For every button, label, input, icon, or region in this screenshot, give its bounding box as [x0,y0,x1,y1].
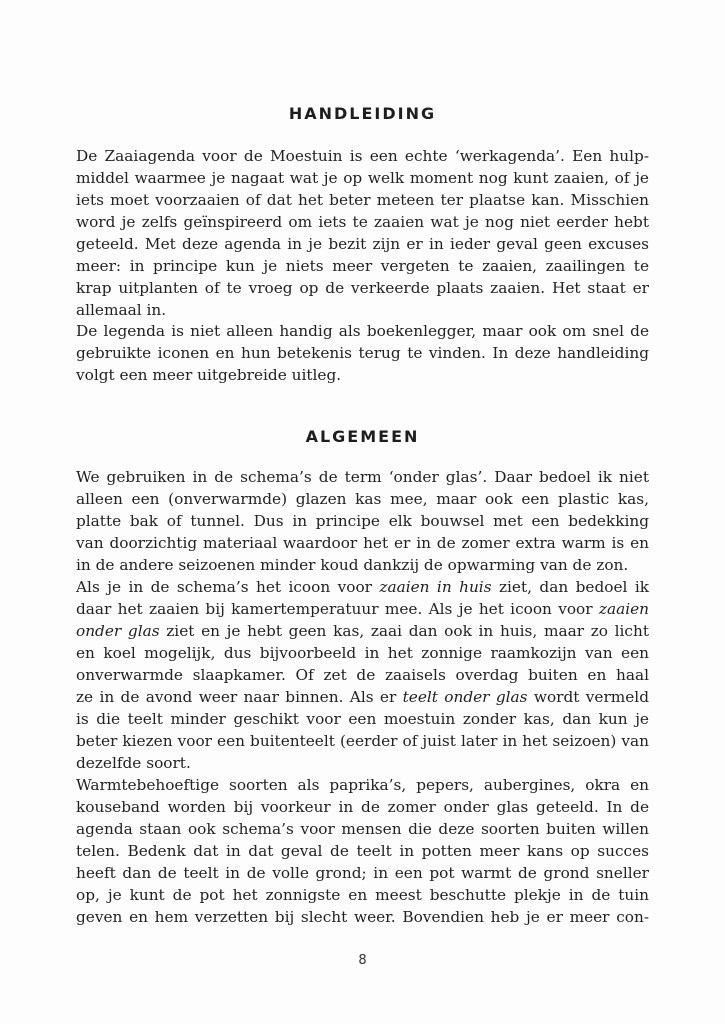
text-line: onverwarmde slaapkamer. Of zet de zaaisels overdag buiten en haal [76,666,649,684]
text-line: Als je in de schema’s het icoon voor zaaien in huis ziet, dan bedoel ik [76,578,649,596]
icon-term-zaaien-in-huis: zaaien in huis [379,578,492,596]
section-title-handleiding: HANDLEIDING [288,104,437,123]
text-line: ze in de avond weer naar binnen. Als er teelt onder glas wordt vermeld [76,688,649,706]
icon-term-teelt-onder-glas: teelt onder glas [402,688,528,706]
page-number: 8 [358,953,367,968]
text-line: gebruikte iconen en hun betekenis terug te vinden. In deze handleiding [76,344,649,362]
text-line: platte bak of tunnel. Dus in principe elk bouwsel met een bedekking [76,512,649,530]
text-line: dezelfde soort. [76,754,191,772]
section-title-algemeen: ALGEMEEN [305,427,420,446]
text-line: meer: in principe kun je niets meer vergeten te zaaien, zaailingen te [76,257,649,275]
paragraph-iconen [76,576,649,774]
text-line: krap uitplanten of te vroeg op de verkeerde plaats zaaien. Het staat er [76,279,649,297]
text-line: word je zelfs geïnspireerd om iets te zaaien wat je nog niet eerder hebt [76,213,649,231]
text-line: allemaal in. [76,301,167,319]
text-line: We gebruiken in de schema’s de term ‘onder glas’. Daar bedoel ik niet [76,468,649,486]
text-line: op, je kunt de pot het zonnigste en meest beschutte plekje in de tuin [76,886,649,904]
paragraph-warmtebehoeftig [76,774,649,928]
icon-term-zaaien: zaaien [598,600,649,618]
text-line: agenda staan ook schema’s voor mensen die deze soorten buiten willen [76,820,649,838]
text-line: middel waarmee je nagaat wat je op welk moment nog kunt zaaien, of je [76,169,649,187]
text-line: van doorzichtig materiaal waardoor het er in de zomer extra warm is en [76,534,649,552]
paragraph-legenda [76,320,649,386]
text-line: kouseband worden bij voorkeur in de zomer onder glas geteeld. In de [76,798,649,816]
icon-term-onder-glas: onder glas [76,622,160,640]
paragraph-onder-glas [76,466,649,576]
text-line: onder glas ziet en je hebt geen kas, zaai dan ook in huis, maar zo licht [76,622,649,640]
text-line: is die teelt minder geschikt voor een moestuin zonder kas, dan kun je [76,710,649,728]
text-line: in de andere seizoenen minder koud dankzij de opwarming van de zon. [76,556,629,574]
text-line: heeft dan de teelt in de volle grond; in een pot warmt de grond sneller [76,864,649,882]
text-line: De Zaaiagenda voor de Moestuin is een echte ‘werkagenda’. Een hulp- [76,147,649,165]
text-line: geven en hem verzetten bij slecht weer. Bovendien heb je er meer con- [76,908,649,926]
text-line: volgt een meer uitgebreide uitleg. [76,366,342,384]
text-line: en koel mogelijk, dus bijvoorbeeld in het zonnige raamkozijn van een [76,644,649,662]
text-line: alleen een (onverwarmde) glazen kas mee, maar ook een plastic kas, [76,490,649,508]
text-line: beter kiezen voor een buitenteelt (eerder of juist later in het seizoen) van [76,732,649,750]
text-line: telen. Bedenk dat in dat geval de teelt in potten meer kans op succes [76,842,649,860]
text-line: geteeld. Met deze agenda in je bezit zijn er in ieder geval geen excuses [76,235,649,253]
paragraph-intro [76,145,649,321]
text-line: daar het zaaien bij kamertemperatuur mee. Als je het icoon voor zaaien [76,600,649,618]
text-line: iets moet voorzaaien of dat het beter meteen ter plaatse kan. Misschien [76,191,649,209]
text-line: De legenda is niet alleen handig als boekenlegger, maar ook om snel de [76,322,649,340]
text-line: Warmtebehoeftige soorten als paprika’s, pepers, aubergines, okra en [76,776,649,794]
